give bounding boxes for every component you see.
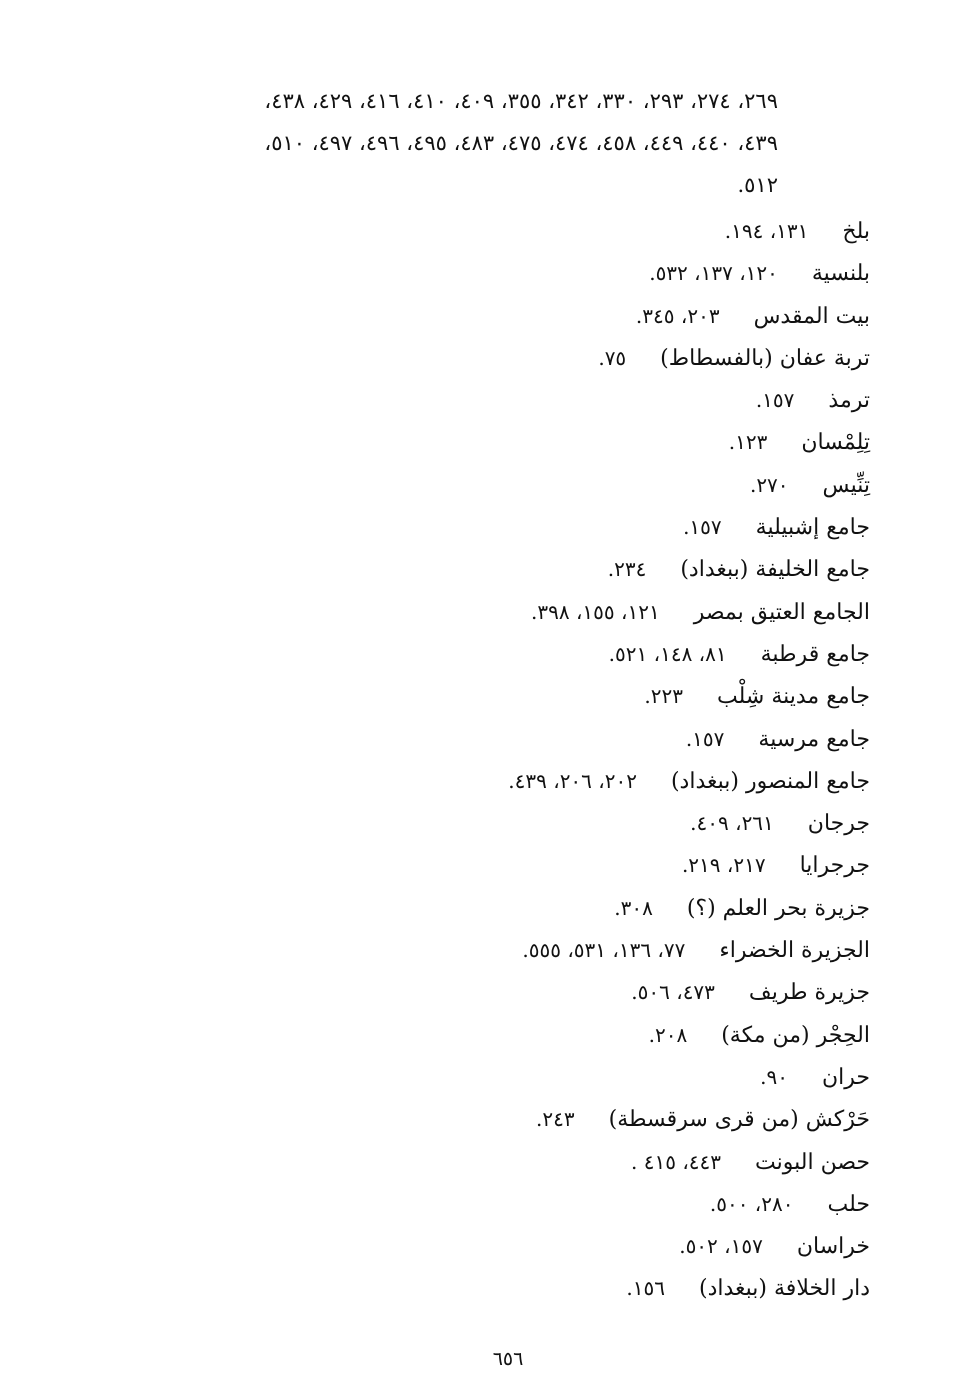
entry-pages: ٢٠٣، ٣٤٥. (635, 303, 720, 328)
entry-name: جامع مرسية (758, 726, 870, 752)
index-entry (170, 337, 870, 379)
entry-pages: ٩٠. (760, 1064, 788, 1089)
page-number: ٦٥٦ (492, 1348, 524, 1370)
entry-name: دار الخلافة (ببغداد) (699, 1276, 870, 1302)
continued-page-references (118, 80, 778, 206)
index-entry (170, 802, 870, 844)
entry-pages: ٢٠٨. (648, 1022, 688, 1047)
index-entry (170, 548, 870, 590)
index-entry (170, 1267, 870, 1309)
entry-pages: ١٢٣. (728, 430, 768, 455)
entry-pages: ١٥٧. (685, 726, 725, 751)
entry-name: الجزيرة الخضراء (719, 938, 870, 964)
entry-name: تربة عفان (بالفسطاط) (660, 345, 870, 371)
entry-pages: ٢١٧، ٢١٩. (681, 853, 766, 878)
index-entry (170, 675, 870, 717)
entry-pages: ٢٤٣. (536, 1107, 575, 1132)
entry-pages: ٢٢٣. (644, 684, 683, 709)
entry-name: ترمذ (828, 388, 870, 414)
entry-pages: ٢٨٠، ٥٠٠. (709, 1191, 794, 1216)
index-entry (170, 210, 870, 252)
index-entry (170, 929, 870, 971)
entry-pages: ١٢٠، ١٣٧، ٥٣٢. (649, 261, 778, 286)
entry-pages: ٣٠٨. (614, 895, 653, 920)
index-entry (170, 1056, 870, 1098)
entry-name: حصن البونت (755, 1149, 870, 1175)
index-entry (170, 252, 870, 294)
entry-name: بلخ (842, 219, 870, 244)
place-index-list (170, 210, 870, 1310)
entry-pages: ٢٣٤. (607, 557, 647, 582)
index-entry (170, 844, 870, 886)
index-entry (170, 1225, 870, 1267)
entry-name: خراسان (796, 1234, 870, 1260)
index-entry (170, 295, 870, 337)
entry-pages: ١٥٧. (683, 515, 722, 540)
entry-name: الحِجْر (من مكة) (721, 1022, 870, 1048)
entry-pages: ١٥٦. (626, 1276, 666, 1301)
index-entry (170, 464, 870, 506)
entry-name: الجامع العتيق بمصر (693, 599, 870, 625)
index-entry (170, 1098, 870, 1140)
entry-name: جامع قرطبة (760, 641, 870, 667)
index-entry (170, 718, 870, 760)
entry-pages: ٤٧٣، ٥٠٦. (631, 980, 715, 1005)
entry-name: جزيرة طريف (748, 980, 870, 1006)
continued-line-1: ٢٦٩، ٢٧٤، ٢٩٣، ٣٣٠، ٣٤٢، ٣٥٥، ٤٠٩، ٤١٠، ٤١٦، ٤٢٩، ٤٣٨، (264, 89, 778, 113)
entry-pages: ١٢١، ١٥٥، ٣٩٨. (531, 599, 660, 624)
index-entry (170, 1183, 870, 1225)
entry-name: حلب (827, 1191, 870, 1217)
entry-name: جرجان (807, 811, 870, 837)
continued-line-3: ٥١٢. (737, 173, 778, 197)
index-entry (170, 971, 870, 1013)
entry-pages: ١٣١، ١٩٤. (724, 219, 809, 243)
entry-pages: ٢٧٠. (749, 472, 789, 497)
entry-name: جزيرة بحر العلم (؟) (686, 895, 870, 921)
entry-name: جامع إشبيلية (755, 515, 870, 541)
index-entry (170, 591, 870, 633)
entry-name: تِنِّيس (822, 472, 870, 498)
index-entry (170, 633, 870, 675)
entry-name: بيت المقدس (753, 303, 870, 329)
entry-pages: ٢٠٢، ٢٠٦، ٤٣٩. (508, 768, 637, 793)
entry-pages: ٨١، ١٤٨، ٥٢١. (608, 641, 727, 666)
index-entry (170, 1014, 870, 1056)
entry-pages: ١٥٧، ٥٠٢. (679, 1234, 763, 1259)
index-entry (170, 506, 870, 548)
entry-pages: ١٥٧. (755, 388, 795, 413)
entry-pages: ٧٧، ١٣٦، ٥٣١، ٥٥٥. (522, 938, 686, 963)
entry-name: جامع الخليفة (ببغداد) (680, 557, 870, 583)
index-entry (170, 887, 870, 929)
entry-name: بلنسية (811, 261, 870, 287)
index-entry (170, 1141, 870, 1183)
entry-name: جامع المنصور (ببغداد) (670, 768, 870, 794)
entry-name: جامع مدينة شِلْب (717, 684, 870, 710)
entry-pages: ٤٤٣، ٤١٥ . (631, 1149, 722, 1174)
entry-pages: ٢٦١، ٤٠٩. (690, 811, 774, 836)
entry-name: حران (821, 1064, 870, 1090)
continued-line-2: ٤٣٩، ٤٤٠، ٤٤٩، ٤٥٨، ٤٧٤، ٤٧٥، ٤٨٣، ٤٩٥، ٤٩٦، ٤٩٧، ٥١٠، (264, 131, 778, 155)
index-entry (170, 421, 870, 463)
entry-name: حَرْكش (من قرى سرقسطة) (608, 1107, 870, 1133)
index-entry (170, 760, 870, 802)
entry-name: تِلِمْسان (801, 430, 870, 456)
entry-name: جرجرايا (799, 853, 870, 879)
index-entry (170, 379, 870, 421)
entry-pages: ٧٥. (598, 345, 627, 370)
